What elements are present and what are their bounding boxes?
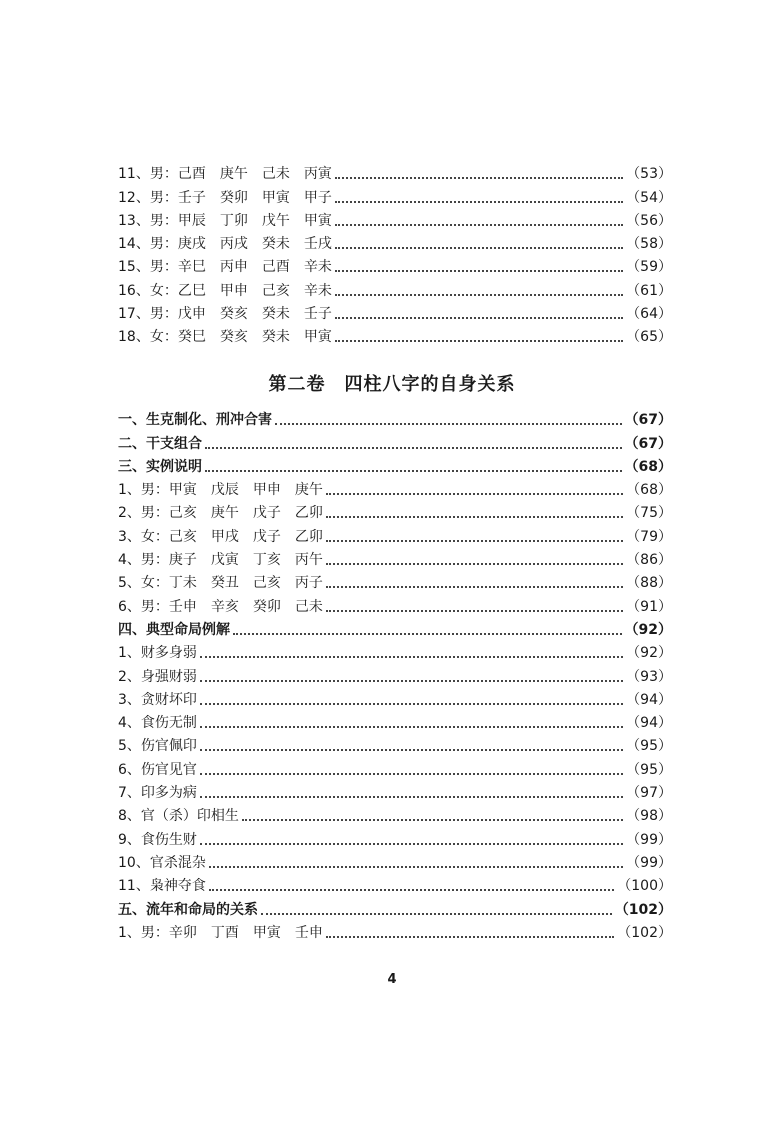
dot-leader (200, 726, 623, 728)
dot-leader (335, 177, 623, 179)
toc-entry-page: （61） (626, 282, 672, 299)
toc-entry (118, 476, 672, 499)
toc-entry-label: 17、男：戊申 癸亥 癸未 壬子 (118, 306, 332, 323)
dot-leader (200, 796, 623, 798)
dot-leader (200, 843, 623, 845)
toc-entry-page: （97） (626, 785, 672, 802)
toc-entry-label: 二、干支组合 (118, 435, 202, 452)
toc-entry-page: （94） (626, 715, 672, 732)
toc-entry (118, 639, 672, 662)
toc-entry-page: （56） (626, 212, 672, 229)
toc-entry-label: 6、男：壬申 辛亥 癸卯 己未 (118, 598, 323, 615)
toc-entry-page: （94） (626, 691, 672, 708)
toc-entry (118, 406, 672, 429)
dot-leader (326, 516, 623, 518)
toc-entry (118, 569, 672, 592)
toc-entry-page: （92） (624, 621, 672, 638)
toc-entry-label: 1、财多身弱 (118, 645, 197, 662)
toc-entry-page: （102） (617, 924, 672, 941)
toc-entry-label: 11、男：己酉 庚午 己未 丙寅 (118, 166, 332, 183)
toc-entry (118, 323, 672, 346)
toc-entry (118, 253, 672, 276)
toc-entry-page: （95） (626, 738, 672, 755)
toc-entry-label: 2、身强财弱 (118, 668, 197, 685)
toc-entry (118, 919, 672, 942)
dot-leader (200, 749, 623, 751)
toc-entry-label: 1、男：甲寅 戊辰 甲申 庚午 (118, 482, 323, 499)
toc-entry (118, 686, 672, 709)
dot-leader (335, 270, 623, 272)
dot-leader (261, 913, 612, 915)
dot-leader (326, 563, 623, 565)
dot-leader (335, 224, 623, 226)
toc-entry-page: （68） (624, 458, 672, 475)
toc-entry (118, 779, 672, 802)
dot-leader (326, 493, 623, 495)
toc-entry (118, 709, 672, 732)
dot-leader (335, 317, 623, 319)
toc-section-bottom (118, 406, 672, 942)
toc-entry-label: 11、枭神夺食 (118, 878, 206, 895)
toc-entry-page: （102） (614, 901, 672, 918)
toc-entry (118, 183, 672, 206)
toc-entry (118, 825, 672, 848)
toc-entry (118, 429, 672, 452)
toc-entry-page: （98） (626, 808, 672, 825)
dot-leader (335, 201, 623, 203)
toc-entry (118, 872, 672, 895)
dot-leader (209, 889, 614, 891)
toc-entry-page: （67） (624, 412, 672, 429)
toc-entry-page: （64） (626, 306, 672, 323)
dot-leader (275, 423, 622, 425)
dot-leader (233, 633, 622, 635)
toc-entry-label: 3、贪财坏印 (118, 691, 197, 708)
dot-leader (205, 470, 622, 472)
toc-entry-page: （95） (626, 761, 672, 778)
toc-entry (118, 207, 672, 230)
dot-leader (326, 610, 623, 612)
toc-entry-label: 5、女：丁未 癸丑 己亥 丙子 (118, 575, 323, 592)
toc-entry (118, 453, 672, 476)
toc-entry-label: 三、实例说明 (118, 458, 202, 475)
toc-entry (118, 230, 672, 253)
toc-entry-page: （99） (626, 831, 672, 848)
toc-entry-label: 5、伤官佩印 (118, 738, 197, 755)
dot-leader (335, 247, 623, 249)
toc-entry-page: （100） (617, 878, 672, 895)
dot-leader (326, 540, 623, 542)
dot-leader (326, 936, 614, 938)
toc-entry-page: （91） (626, 598, 672, 615)
toc-entry-label: 四、典型命局例解 (118, 621, 230, 638)
toc-entry (118, 546, 672, 569)
toc-entry-label: 1、男：辛卯 丁酉 甲寅 壬申 (118, 924, 323, 941)
toc-entry (118, 895, 672, 918)
toc-entry-label: 4、食伤无制 (118, 715, 197, 732)
toc-entry-page: （65） (626, 329, 672, 346)
toc-entry-page: （92） (626, 645, 672, 662)
toc-entry-page: （58） (626, 236, 672, 253)
toc-entry-label: 18、女：癸巳 癸亥 癸未 甲寅 (118, 329, 332, 346)
dot-leader (326, 586, 623, 588)
toc-entry-label: 13、男：甲辰 丁卯 戊午 甲寅 (118, 212, 332, 229)
toc-entry-page: （86） (626, 552, 672, 569)
chapter-title: 第二卷 四柱八字的自身关系 (268, 374, 516, 395)
toc-entry-label: 3、女：己亥 甲戌 戊子 乙卯 (118, 528, 323, 545)
toc-section-top (118, 160, 672, 346)
toc-entry-label: 2、男：己亥 庚午 戊子 乙卯 (118, 505, 323, 522)
dot-leader (200, 703, 623, 705)
toc-entry-label: 10、官杀混杂 (118, 854, 206, 871)
toc-entry-label: 12、男：壬子 癸卯 甲寅 甲子 (118, 189, 332, 206)
toc-entry-label: 14、男：庚戌 丙戌 癸未 壬戌 (118, 236, 332, 253)
toc-entry-label: 7、印多为病 (118, 785, 197, 802)
toc-entry-label: 6、伤官见官 (118, 761, 197, 778)
page-number: 4 (387, 972, 397, 987)
toc-entry (118, 616, 672, 639)
toc-entry (118, 662, 672, 685)
toc-entry-label: 4、男：庚子 戊寅 丁亥 丙午 (118, 552, 323, 569)
toc-entry (118, 522, 672, 545)
toc-entry-page: （99） (626, 854, 672, 871)
toc-entry (118, 849, 672, 872)
toc-entry-page: （75） (626, 505, 672, 522)
toc-entry-page: （93） (626, 668, 672, 685)
toc-entry (118, 755, 672, 778)
toc-entry-label: 一、生克制化、刑冲合害 (118, 412, 272, 429)
toc-entry (118, 300, 672, 323)
toc-entry (118, 732, 672, 755)
toc-entry (118, 276, 672, 299)
dot-leader (200, 656, 623, 658)
toc-entry-page: （67） (624, 435, 672, 452)
toc-entry-label: 9、食伤生财 (118, 831, 197, 848)
toc-entry-page: （88） (626, 575, 672, 592)
dot-leader (200, 773, 623, 775)
dot-leader (242, 819, 623, 821)
toc-entry-page: （54） (626, 189, 672, 206)
toc-entry-page: （79） (626, 528, 672, 545)
dot-leader (209, 866, 623, 868)
toc-entry (118, 160, 672, 183)
toc-entry-page: （68） (626, 482, 672, 499)
toc-entry-page: （59） (626, 259, 672, 276)
dot-leader (335, 294, 623, 296)
toc-entry-label: 16、女：乙巳 甲申 己亥 辛未 (118, 282, 332, 299)
toc-entry-label: 8、官（杀）印相生 (118, 808, 239, 825)
toc-entry-label: 五、流年和命局的关系 (118, 901, 258, 918)
toc-entry-page: （53） (626, 166, 672, 183)
dot-leader (335, 340, 623, 342)
dot-leader (200, 680, 623, 682)
toc-entry (118, 802, 672, 825)
toc-entry-label: 15、男：辛巳 丙申 己酉 辛未 (118, 259, 332, 276)
dot-leader (205, 447, 622, 449)
toc-entry (118, 592, 672, 615)
toc-entry (118, 499, 672, 522)
